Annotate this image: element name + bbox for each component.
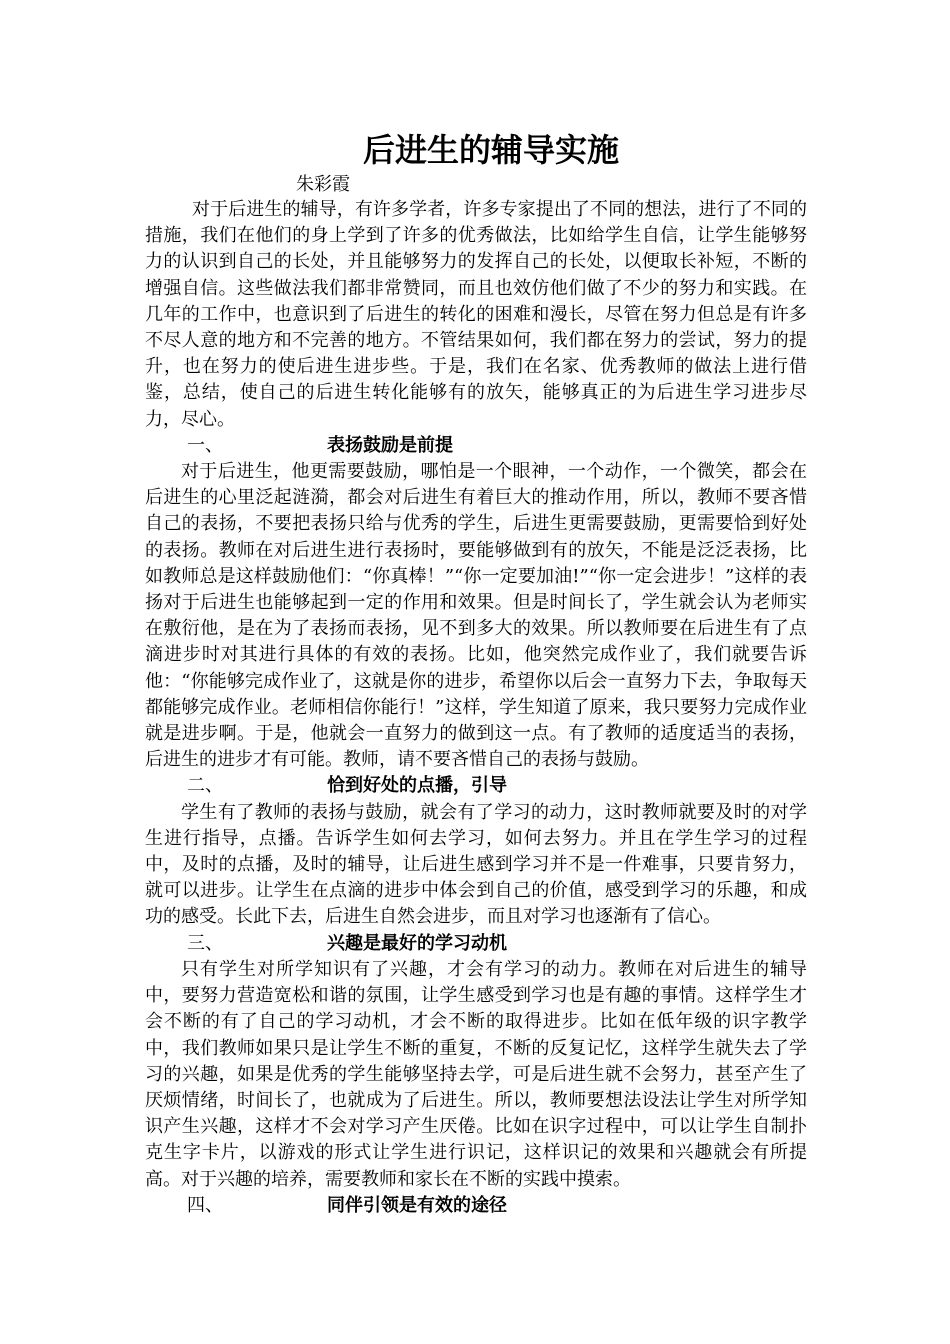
- section-heading-text: 兴趣是最好的学习动机: [327, 932, 507, 954]
- section-heading-text: 恰到好处的点播，引导: [327, 775, 507, 797]
- section-heading-1: [145, 433, 807, 459]
- section-number: 二、: [187, 775, 223, 797]
- section-number: 一、: [187, 434, 223, 456]
- section-number: 四、: [187, 1194, 223, 1216]
- section-heading-text: 表扬鼓励是前提: [327, 434, 453, 456]
- document-content: [145, 128, 807, 1219]
- author-name: 朱彩霞: [296, 174, 350, 195]
- section-heading-3: [145, 931, 807, 957]
- section-number: 三、: [187, 932, 223, 954]
- section-heading-text: 同伴引领是有效的途径: [327, 1194, 507, 1216]
- document-title: 后进生的辅导实施: [362, 131, 619, 169]
- section-heading-2: [145, 773, 807, 799]
- section-paragraph-2: 学生有了教师的表扬与鼓励，就会有了学习的动力，这时教师就要及时的对学生进行指导，点播。告诉学生如何去学习，如何去努力。并且在学生学习的过程中，及时的点播，及时的辅导，让后进生感到学习并不是一件难事，只要肯努力，就可以进步。让学生在点滴的进步中体会到自己的价值，感受到学习的乐趣，和成功的感受。长此下去，后进生自然会进步，而且对学习也逐渐有了信心。: [145, 801, 807, 928]
- section-heading-4: [145, 1193, 807, 1219]
- intro-paragraph: 对于后进生的辅导，有许多学者，许多专家提出了不同的想法，进行了不同的措施，我们在他们的身上学到了许多的优秀做法，比如给学生自信，让学生能够努力的认识到自己的长处，并且能够努力的发挥自己的长处，以便取长补短，不断的增强自信。这些做法我们都非常赞同，而且也效仿他们做了不少的努力和实践。在几年的工作中，也意识到了后进生的转化的困难和漫长，尽管在努力但总是有许多不尽人意的地方和不完善的地方。不管结果如何，我们都在努力的尝试，努力的提升，也在努力的使后进生进步些。于是，我们在名家、优秀教师的做法上进行借鉴，总结，使自己的后进生转化能够有的放矢，能够真正的为后进生学习进步尽力，尽心。: [145, 199, 807, 430]
- section-paragraph-3: 只有学生对所学知识有了兴趣，才会有学习的动力。教师在对后进生的辅导中，要努力营造宽松和谐的氛围，让学生感受到学习也是有趣的事情。这样学生才会不断的有了自己的学习动机，才会不断的取得进步。比如在低年级的识字教学中，我们教师如果只是让学生不断的重复，不断的反复记忆，这样学生就失去了学习的兴趣，如果是优秀的学生能够坚持去学，可是后进生就不会努力，甚至产生了厌烦情绪，时间长了，也就成为了后进生。所以，教师要想法设法让学生对所学知识产生兴趣，这样才不会对学习产生厌倦。比如在识字过程中，可以让学生自制扑克生字卡片，以游戏的形式让学生进行识记，这样识记的效果和兴趣就会有所提高。对于兴趣的培养，需要教师和家长在不断的实践中摸索。: [145, 958, 807, 1190]
- section-paragraph-1: 对于后进生，他更需要鼓励，哪怕是一个眼神，一个动作，一个微笑，都会在后进生的心里泛起涟漪，都会对后进生有着巨大的推动作用，所以，教师不要吝惜自己的表扬，不要把表扬只给与优秀的学生，后进生更需要鼓励，更需要恰到好处的表扬。教师在对后进生进行表扬时，要能够做到有的放矢，不能是泛泛表扬，比如教师总是这样鼓励他们：“你真棒！”“你一定要加油!”“你一定会进步！”这样的表扬对于后进生也能够起到一定的作用和效果。但是时间长了，学生就会认为老师实在敷衍他，是在为了表扬而表扬，见不到多大的效果。所以教师要在后进生有了点滴进步时对其进行具体的有效的表扬。比如，他突然完成作业了，我们就要告诉他：“你能够完成作业了，这就是你的进步，希望你以后会一直努力下去，争取每天都能够完成作业。老师相信你能行！”这样，学生知道了原来，我只要努力完成作业就是进步啊。于是，他就会一直努力的做到这一点。有了教师的适度适当的表扬，后进生的进步才有可能。教师，请不要吝惜自己的表扬与鼓励。: [145, 461, 807, 771]
